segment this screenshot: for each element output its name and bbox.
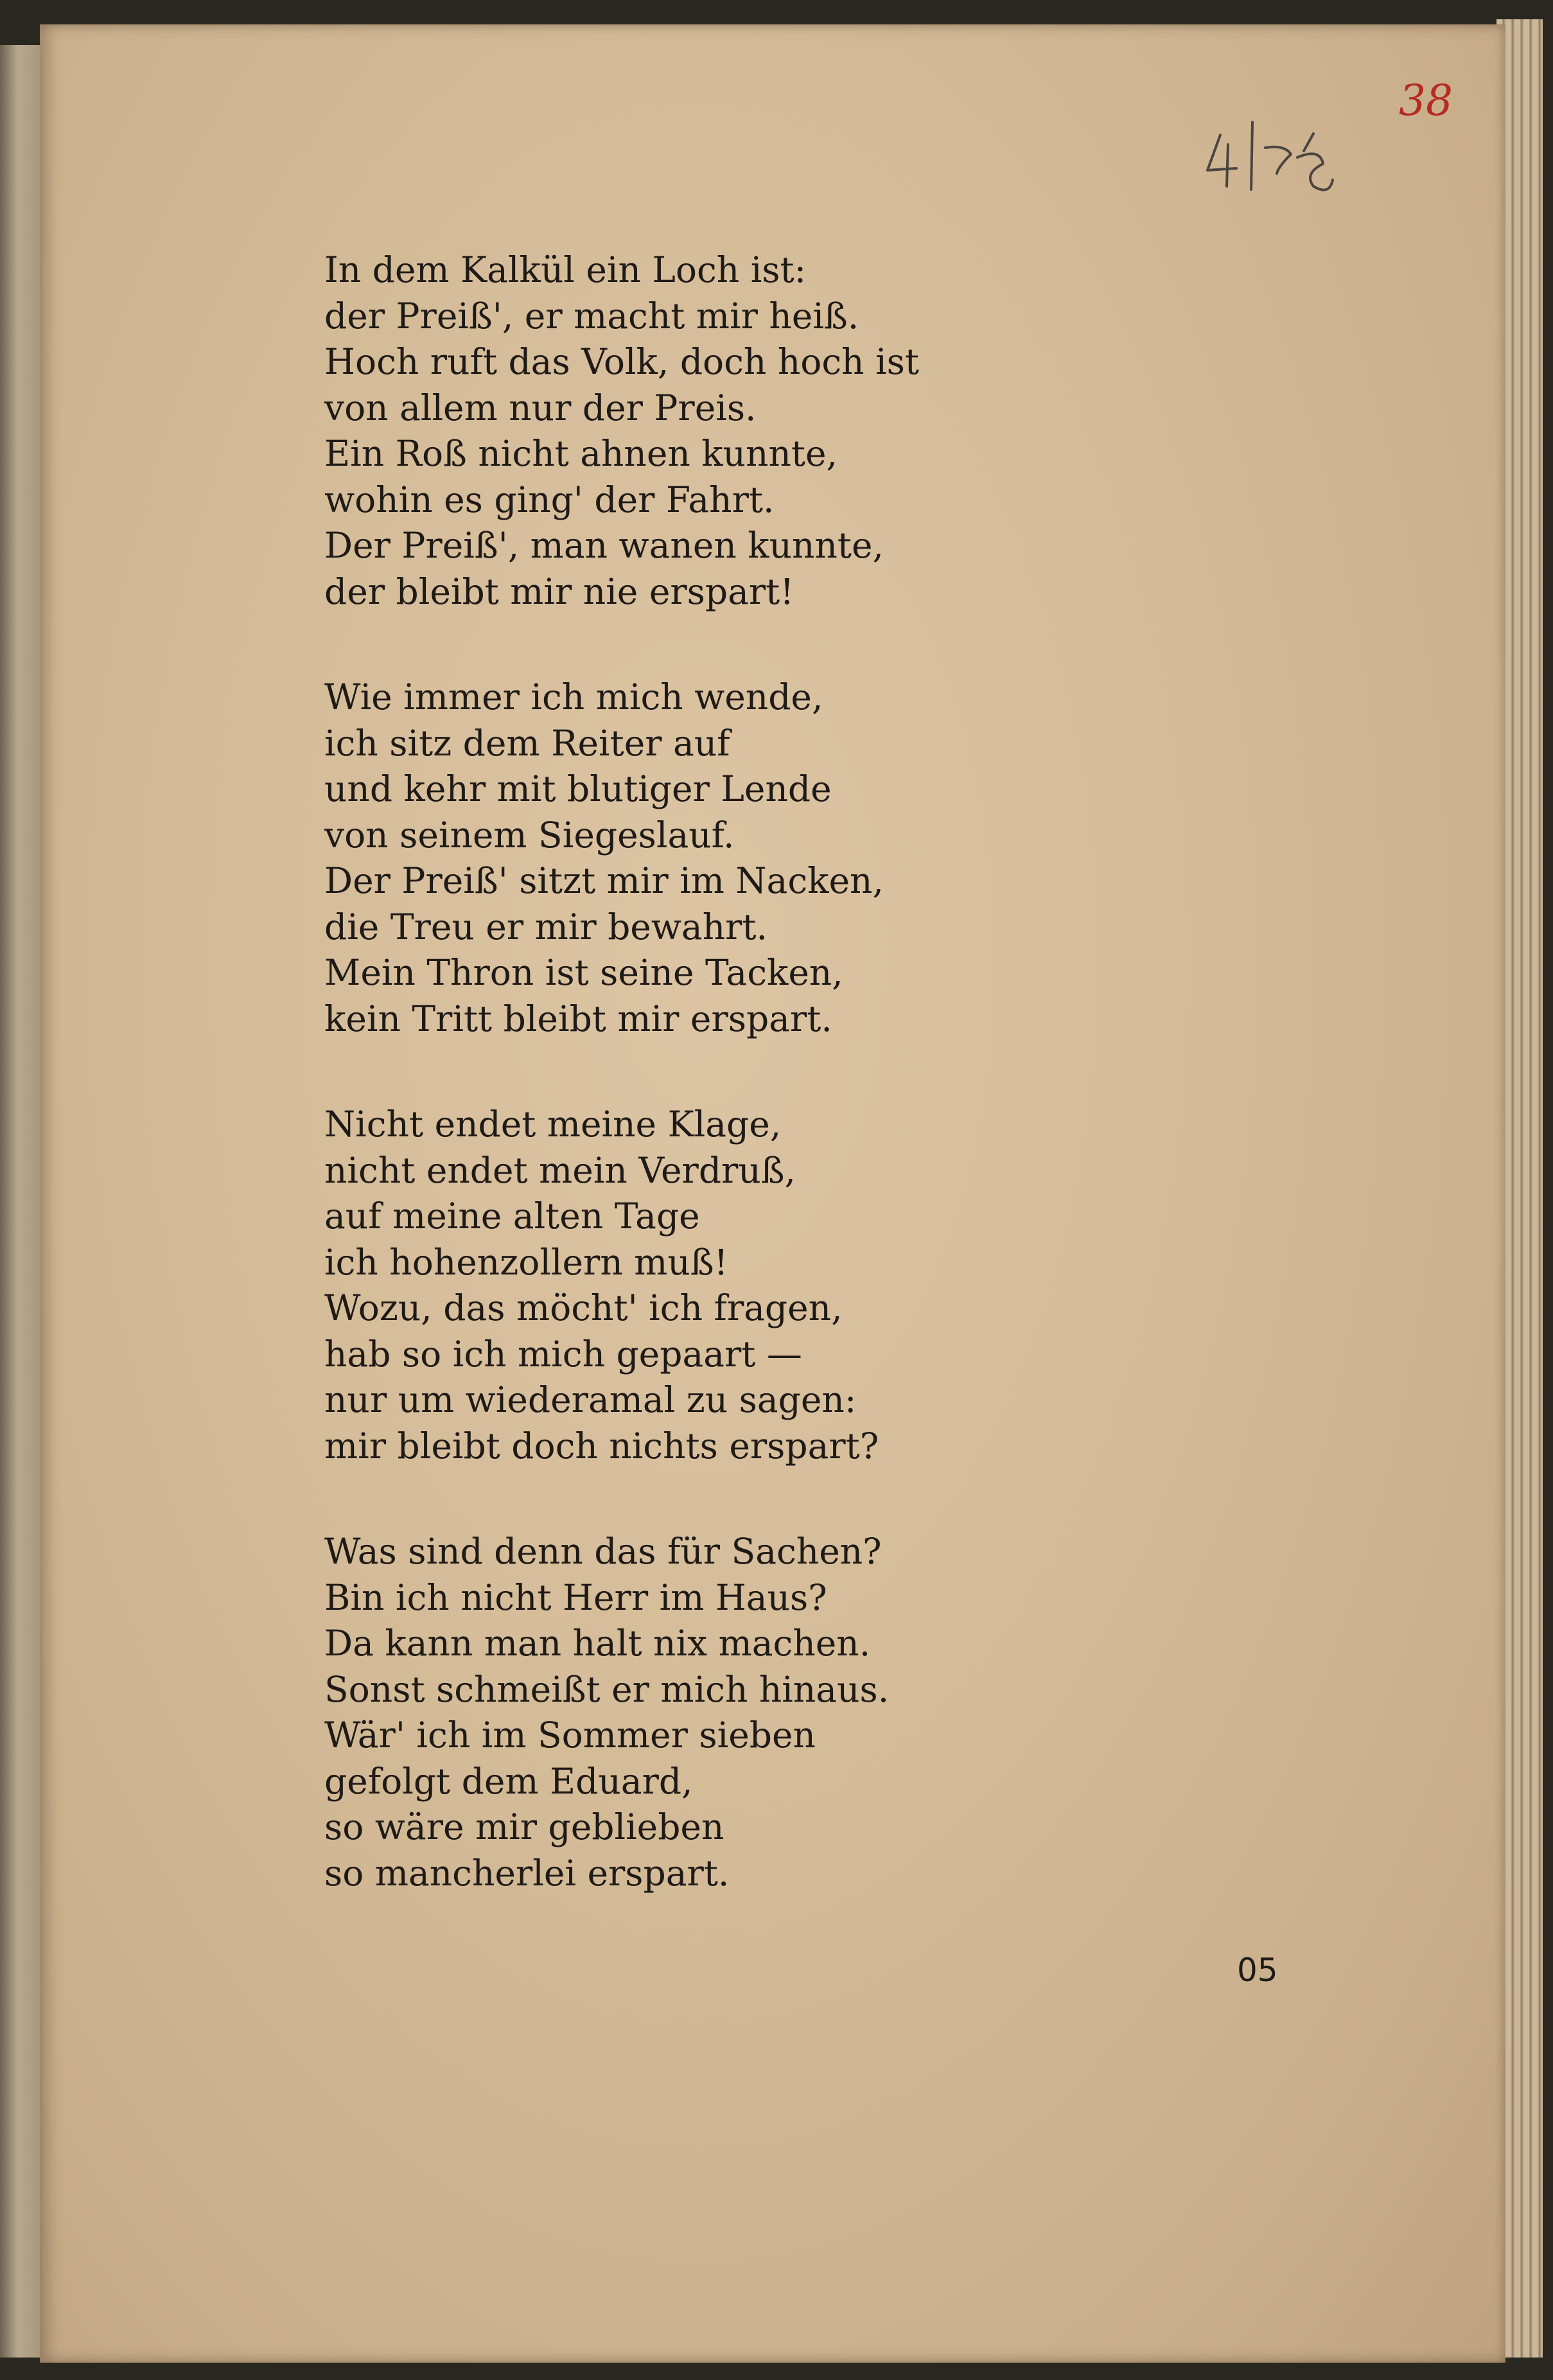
verse-line: so wäre mir geblieben [324, 1806, 724, 1847]
verse-line: Bin ich nicht Herr im Haus? [324, 1576, 827, 1618]
verse-line: von allem nur der Preis. [324, 387, 757, 428]
verse-line: auf meine alten Tage [324, 1195, 700, 1237]
folio-number: 38 [1399, 76, 1453, 125]
page-number: 05 [1237, 1952, 1278, 1989]
verse-line: hab so ich mich gepaart — [324, 1333, 802, 1375]
poem-body [324, 247, 1288, 1956]
verse-line: Wär' ich im Sommer sieben [324, 1714, 816, 1756]
previous-page-edge [0, 45, 40, 2358]
verse-line: Sonst schmeißt er mich hinaus. [324, 1668, 890, 1710]
verse-line: Da kann man halt nix machen. [324, 1623, 871, 1664]
verse-line: Der Preiß', man wanen kunnte, [324, 525, 884, 566]
verse-line: Wie immer ich mich wende, [324, 676, 823, 718]
verse-line: gefolgt dem Eduard, [324, 1760, 693, 1802]
verse-line: nur um wiederamal zu sagen: [324, 1379, 857, 1420]
verse-line: die Treu er mir bewahrt. [324, 906, 768, 948]
stanza-4 [324, 1529, 1288, 1896]
verse-line: ich hohenzollern muß! [324, 1241, 728, 1283]
verse-line: Wozu, das möcht' ich fragen, [324, 1287, 843, 1328]
pencil-shelfmark [1201, 109, 1349, 206]
verse-line: wohin es ging' der Fahrt. [324, 479, 775, 520]
verse-line: von seinem Siegeslauf. [324, 814, 735, 856]
verse-line: der Preiß', er macht mir heiß. [324, 295, 859, 337]
verse-line: Was sind denn das für Sachen? [324, 1531, 882, 1572]
verse-line: Ein Roß nicht ahnen kunnte, [324, 433, 838, 474]
verse-line: Nicht endet meine Klage, [324, 1104, 782, 1145]
verse-line: nicht endet mein Verdruß, [324, 1149, 796, 1191]
verse-line: der bleibt mir nie erspart! [324, 570, 794, 612]
verse-line: kein Tritt bleibt mir erspart. [324, 998, 832, 1039]
verse-line: In dem Kalkül ein Loch ist: [324, 249, 807, 290]
verse-line: Mein Thron ist seine Tacken, [324, 952, 843, 993]
stanza-3 [324, 1102, 1288, 1469]
verse-line: und kehr mit blutiger Lende [324, 768, 832, 809]
verse-line: ich sitz dem Reiter auf [324, 722, 730, 764]
verse-line: mir bleibt doch nichts erspart? [324, 1425, 879, 1467]
verse-line: Der Preiß' sitzt mir im Nacken, [324, 860, 884, 901]
verse-line: so mancherlei erspart. [324, 1852, 730, 1894]
verse-line: Hoch ruft das Volk, doch hoch ist [324, 341, 920, 382]
stanza-2 [324, 674, 1288, 1042]
stanza-1 [324, 247, 1288, 615]
